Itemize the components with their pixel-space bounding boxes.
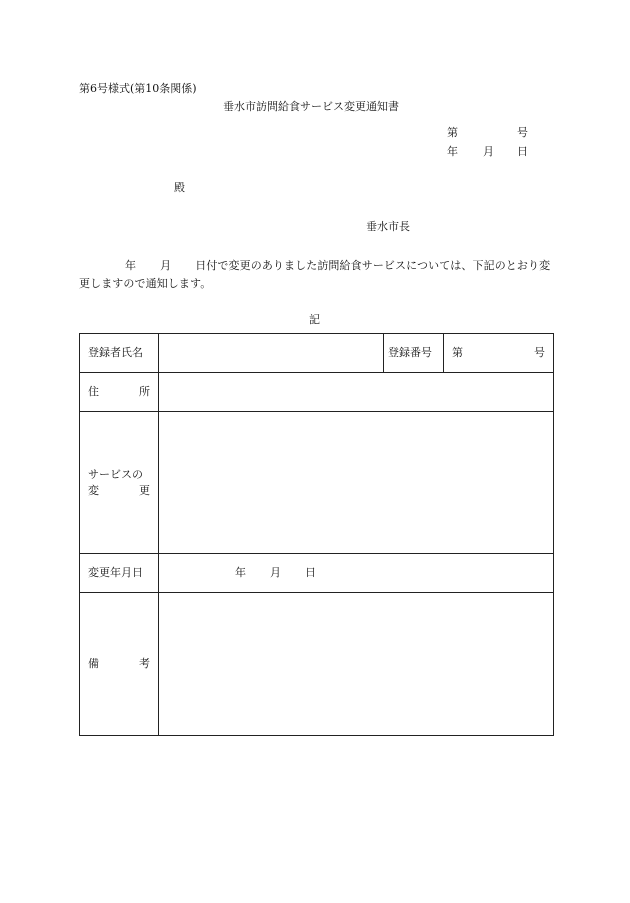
- issue-date-month-label: 月: [483, 145, 494, 158]
- registrant-name-label: 登録者氏名: [80, 334, 159, 373]
- registration-number-suffix: 号: [534, 346, 545, 359]
- sender-name: 垂水市長: [366, 220, 410, 233]
- remarks-label-1: 備: [88, 657, 99, 670]
- address-label-1: 住: [88, 385, 99, 398]
- document-number-suffix: 号: [517, 126, 528, 139]
- change-date-year-label: 年: [235, 566, 246, 579]
- address-field[interactable]: [159, 373, 554, 412]
- form-number: 第6号様式(第10条関係): [79, 82, 197, 95]
- change-date-month-label: 月: [270, 566, 281, 579]
- ki-heading: 記: [309, 313, 320, 326]
- change-date-field[interactable]: [159, 554, 554, 593]
- address-label: [80, 373, 159, 412]
- body-year-label: 年: [125, 259, 137, 272]
- registrant-name-field[interactable]: [159, 334, 384, 373]
- issue-date-day-label: 日: [517, 145, 528, 158]
- remarks-field[interactable]: [159, 593, 554, 736]
- service-change-field[interactable]: [159, 412, 554, 554]
- service-change-label-1: サービスの: [88, 467, 143, 481]
- table-row-address: [80, 373, 554, 412]
- recipient-honorific: 殿: [174, 181, 185, 194]
- remarks-label: [80, 593, 159, 736]
- table-row-service-change: [80, 412, 554, 554]
- notice-body: [79, 257, 554, 293]
- table-row-remarks: [80, 593, 554, 736]
- table-row-registrant: [80, 334, 554, 373]
- body-text: 日付で変更のありました訪問給食サービスについては、下記のとおり変更しますので通知します。: [79, 259, 551, 290]
- registration-number-label: 登録番号: [384, 334, 444, 373]
- service-change-label-2b: 更: [139, 483, 150, 497]
- address-label-2: 所: [139, 385, 150, 398]
- change-date-day-label: 日: [305, 566, 316, 579]
- document-number-prefix: 第: [447, 126, 458, 139]
- body-month-label: 月: [160, 259, 172, 272]
- service-change-label-2a: 変: [88, 483, 99, 497]
- registration-number-prefix: 第: [452, 346, 463, 359]
- registration-number-field[interactable]: [444, 334, 554, 373]
- service-change-label: [80, 412, 159, 554]
- change-date-label: 変更年月日: [80, 554, 159, 593]
- issue-date-year-label: 年: [447, 145, 458, 158]
- document-title: 垂水市訪問給食サービス変更通知書: [223, 100, 399, 113]
- remarks-label-2: 考: [139, 657, 150, 670]
- table-row-change-date: [80, 554, 554, 593]
- notification-table: [79, 333, 554, 736]
